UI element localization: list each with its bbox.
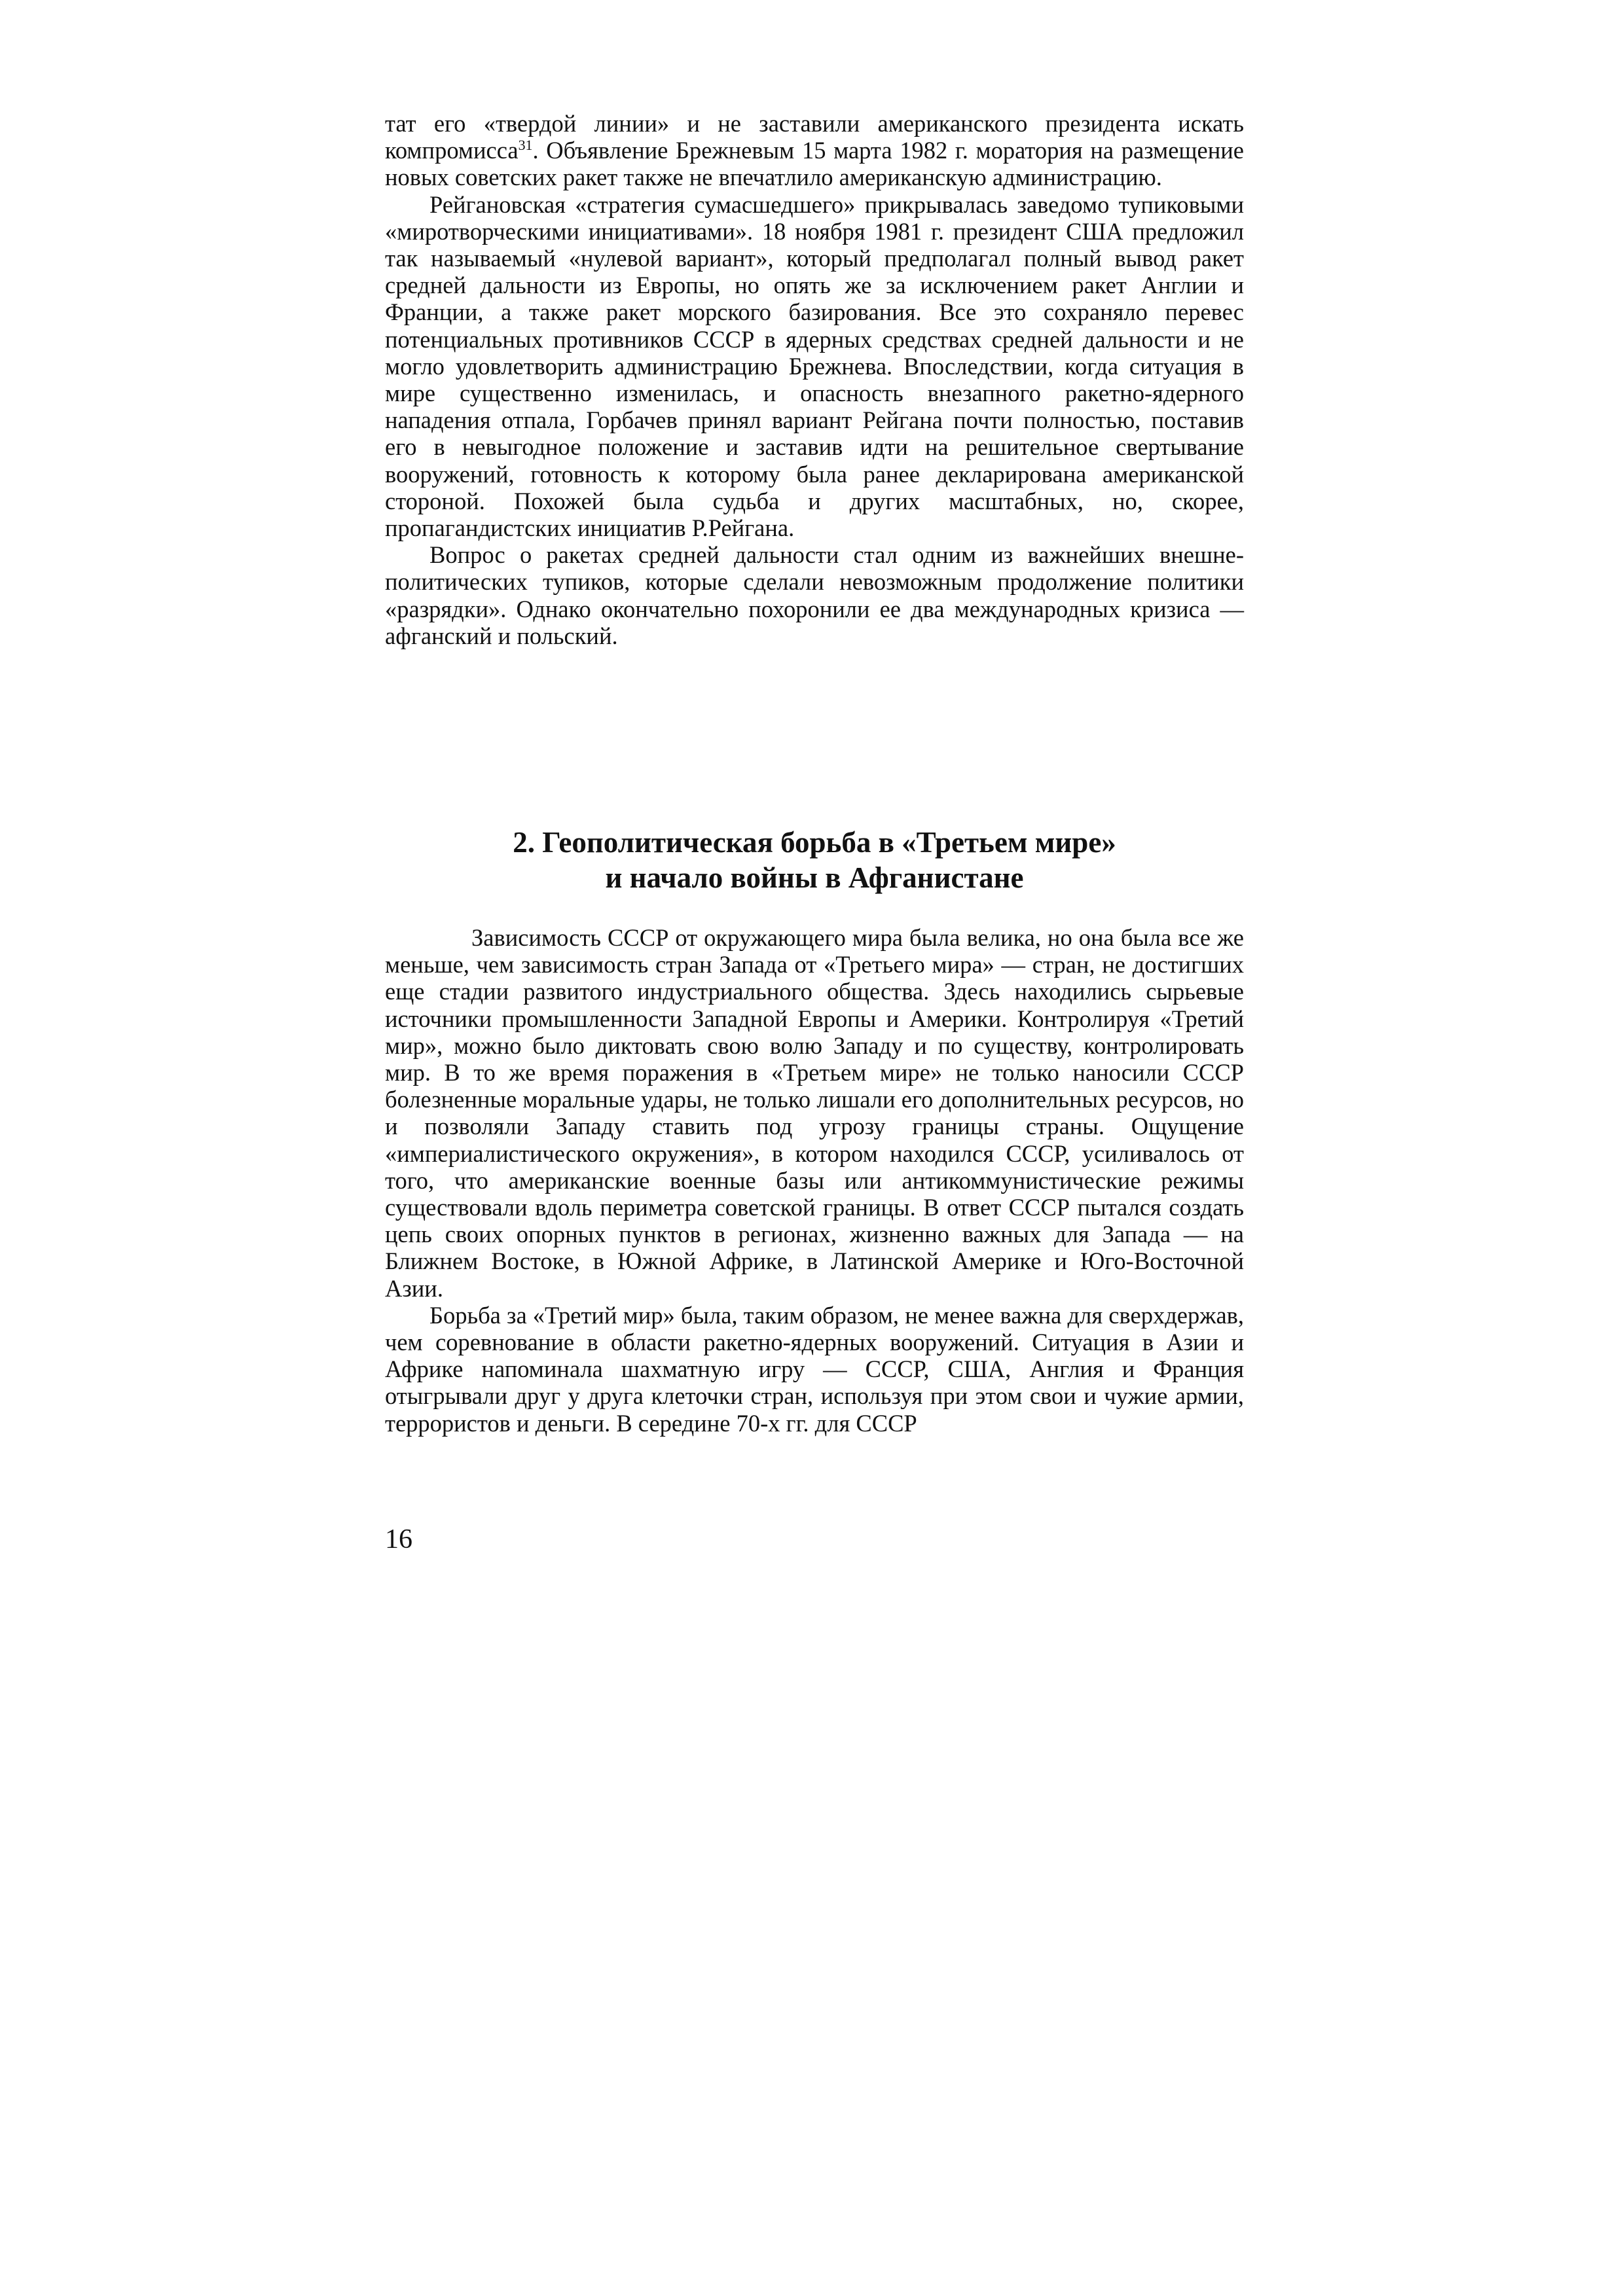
body-text-bottom [385,924,1244,1437]
paragraph-reagan-strategy: Рейгановская «стратегия сумасшедшего» прикрывалась заведомо тупиковыми «миротворческими инициативами». 18 ноября 1981 г. президент США предложил так называемый «нулевой вариант», который предполагал полный вывод ракет средней дальности из Европы, но опять же за исключением ракет Англии и Франции, а также ракет морского базирования. Все это сохраняло перевес потенциальных противников СССР в ядерных средствах средней дальности и не могло удовлетворить администрацию Брежнева. Впоследствии, когда ситуация в мире существенно изменилась, и опасность внезапного ракетно-ядерного нападения отпала, Горбачев принял вариант Рейгана почти полностью, поставив его в невыгодное положение и заставив идти на решительное свертывание вооружений, готовность к которому была ранее декларирована американской стороной. Похожей была судьба и других масштабных, но, скорее, пропагандистских инициатив Р.Рейгана. [385,190,1244,542]
footnote-marker: 31 [518,137,533,154]
section-heading-line-2: и начало войны в Афганистане [605,861,1024,894]
paragraph-third-world-struggle: Борьба за «Третий мир» была, таким образом, не менее важна для сверхдержав, чем соревнование в области ракетно-ядерных вооружений. Ситуация в Азии и Африке напоминала шахматную игру — СССР, США, Англия и Франция отыгрывали друг у друга клеточки стран, используя при этом свои и чужие армии, террористов и деньги. В середине 70-х гг. для СССР [385,1301,1244,1437]
section-heading-line-1: 2. Геополитическая борьба в «Третьем мире» [513,826,1116,859]
paragraph-continuation [385,110,1244,191]
paragraph-text: . Объявление Брежневым 15 марта 1982 г. моратория на размещение новых советских ракет также не впечатлило американскую администрацию. [385,137,1244,191]
body-text-top [385,110,1244,649]
section-heading [385,825,1244,895]
paragraph-third-world-dependence: Зависимость СССР от окружающего мира была велика, но она была все же меньше, чем зависимость стран Запада от «Третьего мира» — стран, не достигших еще стадии развитого индустриального общества. Здесь находились сырьевые источники промышленности Западной Европы и Америки. Контролируя «Третий мир», можно было диктовать свою волю Западу и по существу, контролировать мир. В то же время поражения в «Третьем мире» не только наносили СССР болезненные моральные удары, не только лишали его дополнительных ресурсов, но и позволяли Западу ставить под угрозу границы страны. Ощущение «империалистического окружения», в котором находился СССР, усиливалось от того, что американские военные базы или антикоммунистические режимы существовали вдоль периметра советской границы. В ответ СССР пытался создать цепь своих опорных пунктов в регионах, жизненно важных для Запада — на Ближнем Востоке, в Южной Африке, в Латинской Америке и Юго-Восточной Азии. [385,924,1244,1302]
paragraph-medium-range-missiles: Вопрос о ракетах средней дальности стал одним из важнейших внешнеполитических тупиков, которые сделали невозможным продолжение политики «разрядки». Однако окончательно похоронили ее два международных кризиса — афганский и польский. [385,541,1244,649]
paragraph-text: тат его «твердой линии» и не заставили американского президента искать компромисса [385,110,1244,164]
page-number: 16 [385,1524,412,1554]
